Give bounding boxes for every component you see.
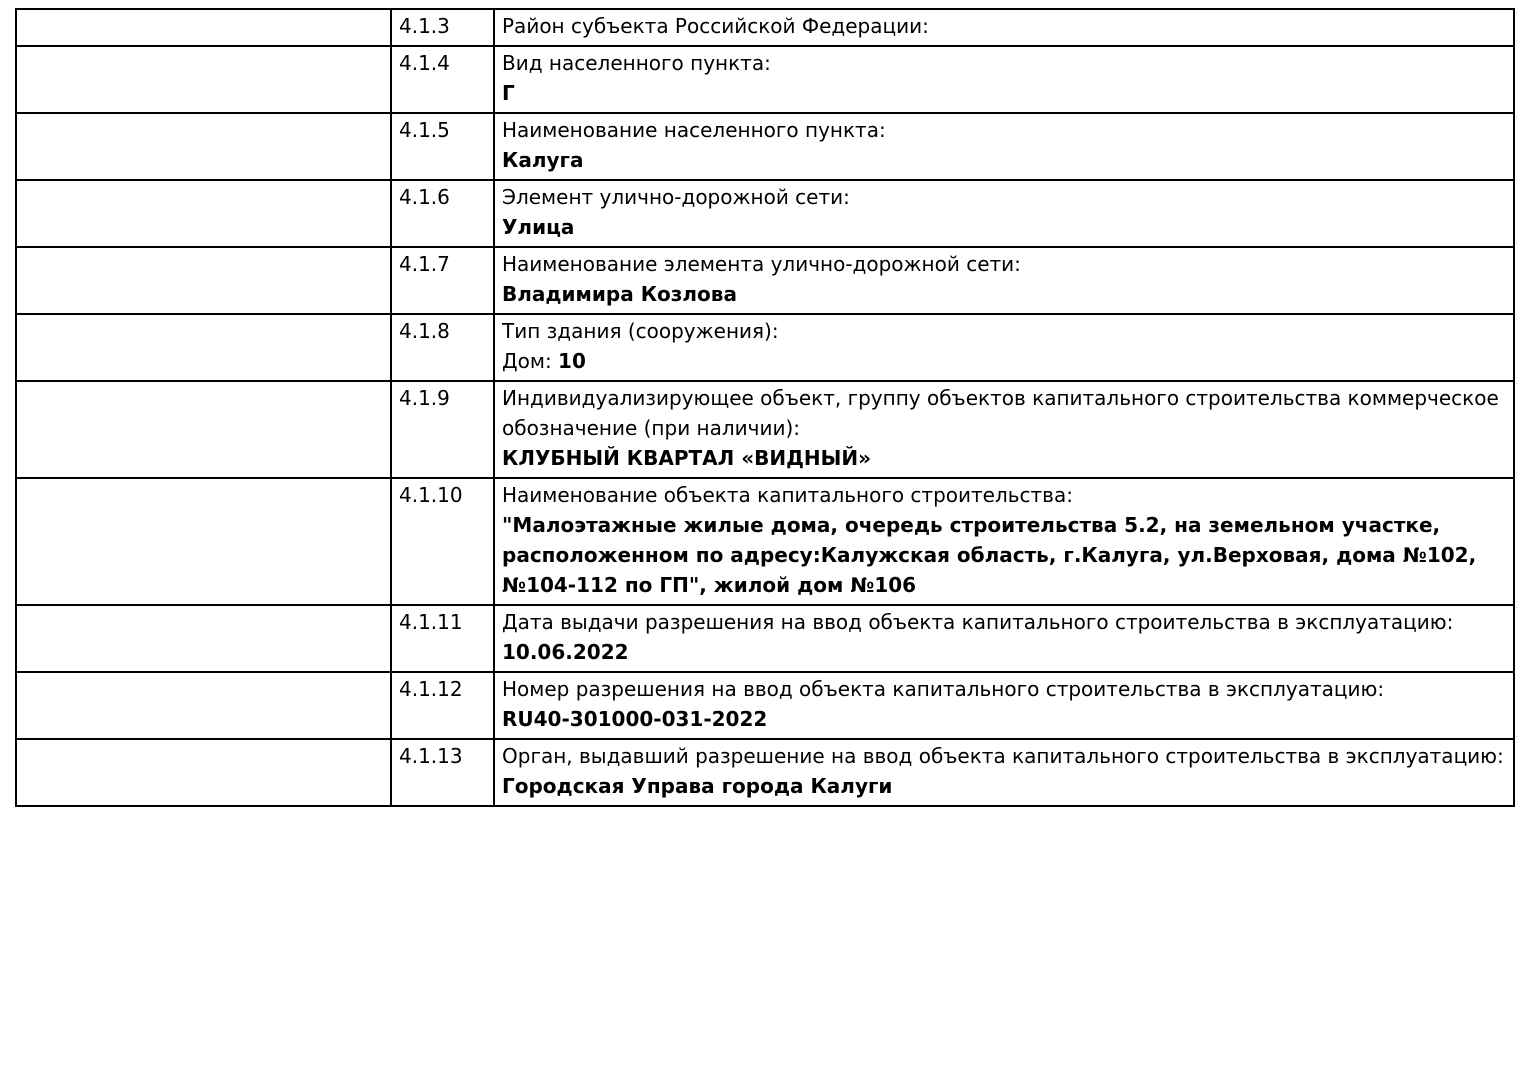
row-number: 4.1.11 xyxy=(391,605,494,672)
table-row xyxy=(16,46,1514,113)
row-content xyxy=(494,113,1514,180)
empty-cell xyxy=(16,180,391,247)
field-value: RU40-301000-031-2022 xyxy=(502,707,768,731)
row-content xyxy=(494,180,1514,247)
row-number: 4.1.3 xyxy=(391,9,494,46)
field-value: Г xyxy=(502,81,515,105)
document-page xyxy=(0,8,1529,1080)
field-value: КЛУБНЫЙ КВАРТАЛ «ВИДНЫЙ» xyxy=(502,446,872,470)
row-number: 4.1.13 xyxy=(391,739,494,806)
field-value-line xyxy=(502,443,1508,473)
field-value: "Малоэтажные жилые дома, очередь строительства 5.2, на земельном участке, расположенном по адресу:Калужская область, г.Калуга, ул.Верховая, дома №102, №104-112 по ГП", жилой дом №106 xyxy=(502,513,1477,597)
field-label: Наименование объекта капитального строительства: xyxy=(502,483,1073,507)
empty-cell xyxy=(16,605,391,672)
row-content xyxy=(494,605,1514,672)
table-row xyxy=(16,605,1514,672)
field-value-line xyxy=(502,78,1508,108)
table-row xyxy=(16,247,1514,314)
table-row xyxy=(16,180,1514,247)
field-label: Район субъекта Российской Федерации: xyxy=(502,14,929,38)
empty-cell xyxy=(16,314,391,381)
table-row xyxy=(16,113,1514,180)
field-label: Элемент улично-дорожной сети: xyxy=(502,185,850,209)
row-number: 4.1.4 xyxy=(391,46,494,113)
field-value: Городская Управа города Калуги xyxy=(502,774,893,798)
field-label: Наименование населенного пункта: xyxy=(502,118,886,142)
empty-cell xyxy=(16,46,391,113)
field-value-line xyxy=(502,279,1508,309)
field-value-line xyxy=(502,346,1508,376)
field-label: Номер разрешения на ввод объекта капитального строительства в эксплуатацию: xyxy=(502,677,1385,701)
field-value: 10.06.2022 xyxy=(502,640,629,664)
empty-cell xyxy=(16,247,391,314)
row-content xyxy=(494,381,1514,478)
field-value: 10 xyxy=(558,349,586,373)
field-value-line xyxy=(502,637,1508,667)
row-content xyxy=(494,672,1514,739)
empty-cell xyxy=(16,113,391,180)
field-value: Калуга xyxy=(502,148,584,172)
field-value-line xyxy=(502,212,1508,242)
table-row xyxy=(16,739,1514,806)
table-row xyxy=(16,314,1514,381)
row-number: 4.1.12 xyxy=(391,672,494,739)
field-value: Владимира Козлова xyxy=(502,282,737,306)
field-value-prefix: Дом: xyxy=(502,349,559,373)
empty-cell xyxy=(16,739,391,806)
row-content xyxy=(494,314,1514,381)
field-value: Улица xyxy=(502,215,575,239)
row-content xyxy=(494,46,1514,113)
field-label: Индивидуализирующее объект, группу объектов капитального строительства коммерческое обозначение (при наличии): xyxy=(502,386,1499,440)
field-value-line xyxy=(502,145,1508,175)
declaration-table xyxy=(15,8,1515,807)
empty-cell xyxy=(16,478,391,605)
empty-cell xyxy=(16,9,391,46)
table-row xyxy=(16,9,1514,46)
table-row xyxy=(16,672,1514,739)
row-number: 4.1.5 xyxy=(391,113,494,180)
row-content xyxy=(494,739,1514,806)
row-number: 4.1.9 xyxy=(391,381,494,478)
field-value-line xyxy=(502,771,1508,801)
table-row xyxy=(16,478,1514,605)
declaration-table-body xyxy=(16,9,1514,806)
empty-cell xyxy=(16,672,391,739)
row-content xyxy=(494,478,1514,605)
field-value-line xyxy=(502,510,1508,600)
field-label: Тип здания (сооружения): xyxy=(502,319,779,343)
field-value-line xyxy=(502,704,1508,734)
row-number: 4.1.10 xyxy=(391,478,494,605)
row-content xyxy=(494,9,1514,46)
field-label: Орган, выдавший разрешение на ввод объекта капитального строительства в эксплуатацию: xyxy=(502,744,1504,768)
field-label: Дата выдачи разрешения на ввод объекта капитального строительства в эксплуатацию: xyxy=(502,610,1454,634)
field-label: Вид населенного пункта: xyxy=(502,51,771,75)
row-content xyxy=(494,247,1514,314)
field-label: Наименование элемента улично-дорожной сети: xyxy=(502,252,1021,276)
empty-cell xyxy=(16,381,391,478)
table-row xyxy=(16,381,1514,478)
row-number: 4.1.8 xyxy=(391,314,494,381)
row-number: 4.1.6 xyxy=(391,180,494,247)
row-number: 4.1.7 xyxy=(391,247,494,314)
